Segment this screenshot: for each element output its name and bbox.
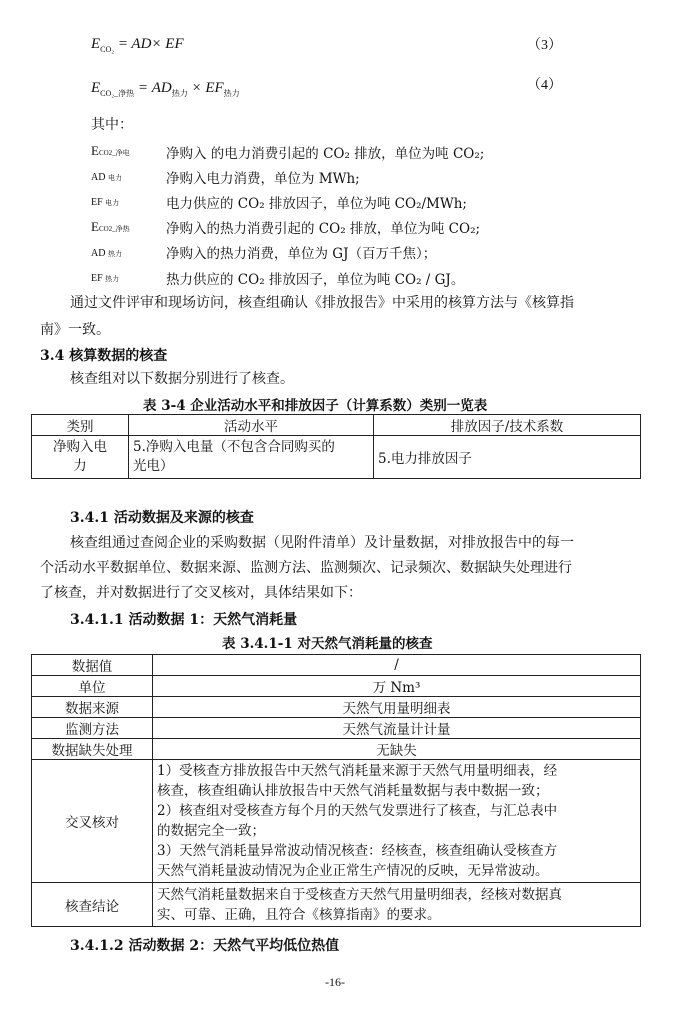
para-data-check: 核查组对以下数据分别进行了核查。 xyxy=(70,371,294,387)
def-text-4: 净购入的热力消费引起的 CO₂ 排放，单位为吨 CO₂; xyxy=(166,221,481,237)
formula-4: $E_{CO_2\_净热} = AD_{热力} \times EF_{热力}$ xyxy=(91,80,240,98)
table-header: 排放因子/技术系数 xyxy=(374,415,641,436)
table-value: 天然气用量明细表 xyxy=(153,697,641,718)
def-symbol-1: ECO2_净电 xyxy=(91,143,130,158)
table-value: 无缺失 xyxy=(153,739,641,760)
table-header: 活动水平 xyxy=(129,415,374,436)
table-label-conclusion: 核查结论 xyxy=(32,883,153,927)
where-label: 其中： xyxy=(91,117,133,133)
section-heading-3-4-1-2: 3.4.1.2 活动数据 2：天然气平均低位热值 xyxy=(70,938,340,954)
table-label: 数据缺失处理 xyxy=(32,739,153,760)
para-activity-line3: 了核查，并对数据进行了交叉核对，具体结果如下： xyxy=(40,585,362,601)
table-3-4-1-1 xyxy=(31,654,641,927)
table-label: 监测方法 xyxy=(32,718,153,739)
table-label: 数据来源 xyxy=(32,697,153,718)
para-method-line2: 南》一致。 xyxy=(40,322,110,338)
table-label-cross-check: 交叉核对 xyxy=(32,760,153,883)
table-3-4-1-1-caption: 表 3.4.1-1 对天然气消耗量的核查 xyxy=(222,636,433,652)
table-value: 万 Nm³ xyxy=(153,676,641,697)
def-symbol-5: AD 热力 xyxy=(91,248,122,259)
section-heading-3-4-1-1: 3.4.1.1 活动数据 1：天然气消耗量 xyxy=(70,612,298,628)
table-3-4 xyxy=(31,414,641,479)
def-text-5: 净购入的热力消费，单位为 GJ（百万千焦）； xyxy=(166,246,437,262)
formula-4-number: （4） xyxy=(527,78,562,93)
def-text-2: 净购入电力消费，单位为 MWh; xyxy=(166,171,360,187)
table-cell-factor: 5.电力排放因子 xyxy=(374,436,641,479)
table-label: 数据值 xyxy=(32,655,153,676)
table-value-conclusion: 天然气消耗量数据来自于受核查方天然气用量明细表，经核对数据真 实、可靠、正确，且符合《核算指南》的要求。 xyxy=(153,883,641,927)
def-text-6: 热力供应的 CO₂ 排放因子，单位为吨 CO₂ / GJ。 xyxy=(166,272,465,288)
para-activity-line1: 核查组通过查阅企业的采购数据（见附件清单）及计量数据，对排放报告中的每一 xyxy=(70,535,574,551)
para-method-line1: 通过文件评审和现场访问，核查组确认《排放报告》中采用的核算方法与《核算指 xyxy=(70,295,574,311)
section-heading-3-4-1: 3.4.1 活动数据及来源的核查 xyxy=(70,510,254,526)
formula-3-number: （3） xyxy=(527,38,562,53)
table-value-cross-check: 1）受核查方排放报告中天然气消耗量来源于天然气用量明细表，经 核查，核查组确认排放报告中天然气消耗量数据与表中数据一致； 2）核查组对受核查方每个月的天然气发票进行了核查，与汇总表中 的数据完全一致； 3）天然气消耗量异常波动情况核查：经核查，核查组确认受核查方 天然气消耗量波动情况为企业正常生产情况的反映，无异常波动。 xyxy=(153,760,641,883)
table-cell-activity: 5.净购入电量（不包含合同购买的 光电） xyxy=(129,436,374,479)
page-number: -16- xyxy=(325,975,345,989)
def-symbol-4: ECO2_净热 xyxy=(91,219,130,234)
table-3-4-caption: 表 3-4 企业活动水平和排放因子（计算系数）类别一览表 xyxy=(143,398,488,414)
table-label: 单位 xyxy=(32,676,153,697)
section-heading-3-4: 3.4 核算数据的核查 xyxy=(40,348,168,364)
def-symbol-3: EF 电力 xyxy=(91,197,120,208)
def-symbol-6: EF 热力 xyxy=(91,273,120,284)
formula-3: $E_{CO_2} = AD\times$ EF xyxy=(91,36,184,54)
table-value: / xyxy=(153,655,641,676)
table-header: 类别 xyxy=(32,415,129,436)
para-activity-line2: 个活动水平数据单位、数据来源、监测方法、监测频次、记录频次、数据缺失处理进行 xyxy=(40,560,572,576)
def-text-1: 净购入 的电力消费引起的 CO₂ 排放，单位为吨 CO₂; xyxy=(166,146,485,162)
def-symbol-2: AD 电力 xyxy=(91,172,122,183)
def-text-3: 电力供应的 CO₂ 排放因子，单位为吨 CO₂/MWh; xyxy=(166,196,467,212)
table-cell-category: 净购入电 力 xyxy=(32,436,129,479)
table-value: 天然气流量计计量 xyxy=(153,718,641,739)
